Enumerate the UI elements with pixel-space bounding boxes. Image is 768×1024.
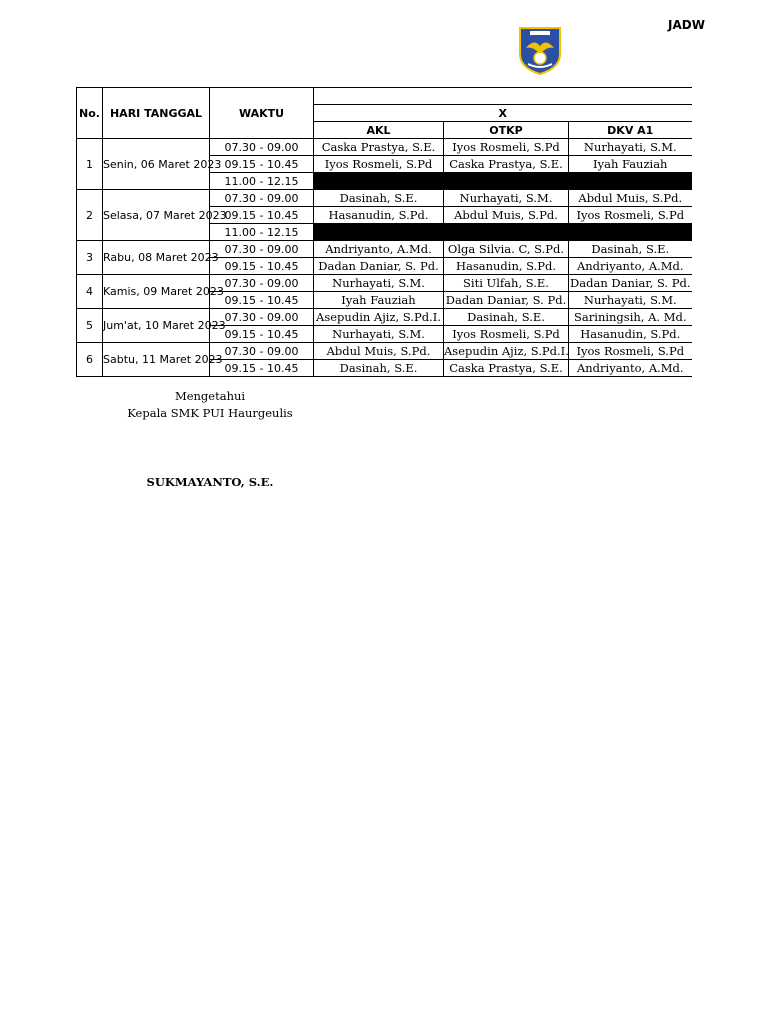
day-date: Rabu, 08 Maret 2023 — [103, 241, 210, 275]
teacher-cell: Iyah Fauziah — [314, 292, 444, 309]
time-slot: 09.15 - 10.45 — [210, 292, 314, 309]
day-number: 3 — [77, 241, 103, 275]
teacher-cell: Nurhayati, S.M. — [314, 326, 444, 343]
day-number: 4 — [77, 275, 103, 309]
time-slot: 07.30 - 09.00 — [210, 275, 314, 292]
break-bar — [314, 173, 692, 190]
time-slot: 09.15 - 10.45 — [210, 326, 314, 343]
time-slot: 07.30 - 09.00 — [210, 309, 314, 326]
break-bar — [314, 224, 692, 241]
time-slot: 09.15 - 10.45 — [210, 156, 314, 173]
column-header-day: HARI TANGGAL — [103, 88, 210, 139]
day-date: Sabtu, 11 Maret 2023 — [103, 343, 210, 377]
teacher-cell: Andriyanto, A.Md. — [314, 241, 444, 258]
teacher-cell: Dadan Daniar, S. Pd. — [444, 292, 569, 309]
teacher-cell: Asepudin Ajiz, S.Pd.I. — [444, 343, 569, 358]
day-number: 2 — [77, 190, 103, 241]
table-row — [77, 241, 692, 258]
teacher-cell: Olga Silvia. C, S.Pd. — [444, 241, 569, 258]
teacher-cell: Hasanudin, S.Pd. — [444, 258, 569, 275]
table-row — [77, 190, 692, 207]
day-date: Kamis, 09 Maret 2023 — [103, 275, 210, 309]
teacher-cell: Sariningsih, A. Md. — [569, 309, 692, 326]
time-slot: 09.15 - 10.45 — [210, 207, 314, 224]
table-row — [77, 275, 692, 292]
time-slot: 11.00 - 12.15 — [210, 224, 314, 241]
teacher-cell: Abdul Muis, S.Pd. — [569, 190, 692, 207]
teacher-cell: Asepudin Ajiz, S.Pd.I. — [314, 309, 444, 326]
teacher-cell: Iyos Rosmeli, S.Pd — [569, 207, 692, 224]
column-header-time: WAKTU — [210, 88, 314, 139]
teacher-cell: Nurhayati, S.M. — [444, 190, 569, 207]
time-slot: 07.30 - 09.00 — [210, 190, 314, 207]
teacher-cell: Caska Prastya, S.E. — [444, 156, 569, 173]
day-date: Senin, 06 Maret 2023 — [103, 139, 210, 190]
teacher-cell: Nurhayati, S.M. — [314, 275, 444, 292]
teacher-cell: Hasanudin, S.Pd. — [569, 326, 692, 343]
teacher-cell: Caska Prastya, S.E. — [314, 139, 444, 156]
teacher-cell: Dadan Daniar, S. Pd. — [570, 275, 691, 290]
column-header-no: No. — [77, 88, 103, 139]
teacher-cell: Dasinah, S.E. — [314, 360, 444, 377]
time-slot: 09.15 - 10.45 — [210, 258, 314, 275]
page-title: JADW — [668, 18, 705, 32]
teacher-cell: Dadan Daniar, S. Pd. — [314, 258, 444, 275]
schedule-table — [76, 87, 692, 377]
teacher-cell: Iyos Rosmeli, S.Pd — [569, 343, 692, 360]
teacher-cell: Dasinah, S.E. — [569, 241, 692, 258]
day-date: Selasa, 07 Maret 2023 — [103, 190, 210, 241]
table-row — [77, 343, 692, 360]
teacher-cell: Dasinah, S.E. — [444, 309, 569, 326]
time-slot: 07.30 - 09.00 — [210, 241, 314, 258]
class-header-otkp: OTKP — [444, 122, 569, 139]
table-row — [77, 139, 692, 156]
teacher-cell: Iyos Rosmeli, S.Pd — [444, 326, 569, 343]
teacher-cell: Abdul Muis, S.Pd. — [444, 207, 569, 224]
teacher-cell: Siti Ulfah, S.E. — [444, 275, 569, 292]
class-header-dkv: DKV A1 — [569, 122, 692, 139]
teacher-cell: Iyah Fauziah — [569, 156, 692, 173]
day-date: Jum'at, 10 Maret 2023 — [103, 309, 210, 343]
teacher-cell: Abdul Muis, S.Pd. — [314, 343, 444, 360]
day-number: 5 — [77, 309, 103, 343]
class-header-akl: AKL — [314, 122, 444, 139]
acknowledgement-label: Mengetahui — [174, 389, 246, 403]
teacher-cell: Caska Prastya, S.E. — [444, 360, 569, 377]
time-slot: 07.30 - 09.00 — [210, 139, 314, 156]
school-emblem-icon — [514, 24, 566, 76]
day-number: 1 — [77, 139, 103, 190]
table-row — [77, 309, 692, 326]
group-header: X — [314, 105, 692, 122]
principal-name: SUKMAYANTO, S.E. — [146, 475, 274, 489]
teacher-cell: Nurhayati, S.M. — [569, 292, 692, 309]
teacher-cell: Dasinah, S.E. — [314, 190, 444, 207]
principal-title: Kepala SMK PUI Haurgeulis — [127, 406, 293, 420]
teacher-cell: Andriyanto, A.Md. — [569, 360, 692, 377]
teacher-cell: Iyos Rosmeli, S.Pd — [444, 139, 569, 156]
header-spacer — [314, 88, 692, 105]
time-slot: 07.30 - 09.00 — [210, 343, 314, 360]
teacher-cell: Andriyanto, A.Md. — [569, 258, 692, 275]
teacher-cell: Iyos Rosmeli, S.Pd — [314, 156, 444, 173]
teacher-cell: Nurhayati, S.M. — [569, 139, 692, 156]
time-slot: 11.00 - 12.15 — [210, 173, 314, 190]
teacher-cell: Hasanudin, S.Pd. — [314, 207, 444, 224]
time-slot: 09.15 - 10.45 — [210, 360, 314, 377]
day-number: 6 — [77, 343, 103, 377]
